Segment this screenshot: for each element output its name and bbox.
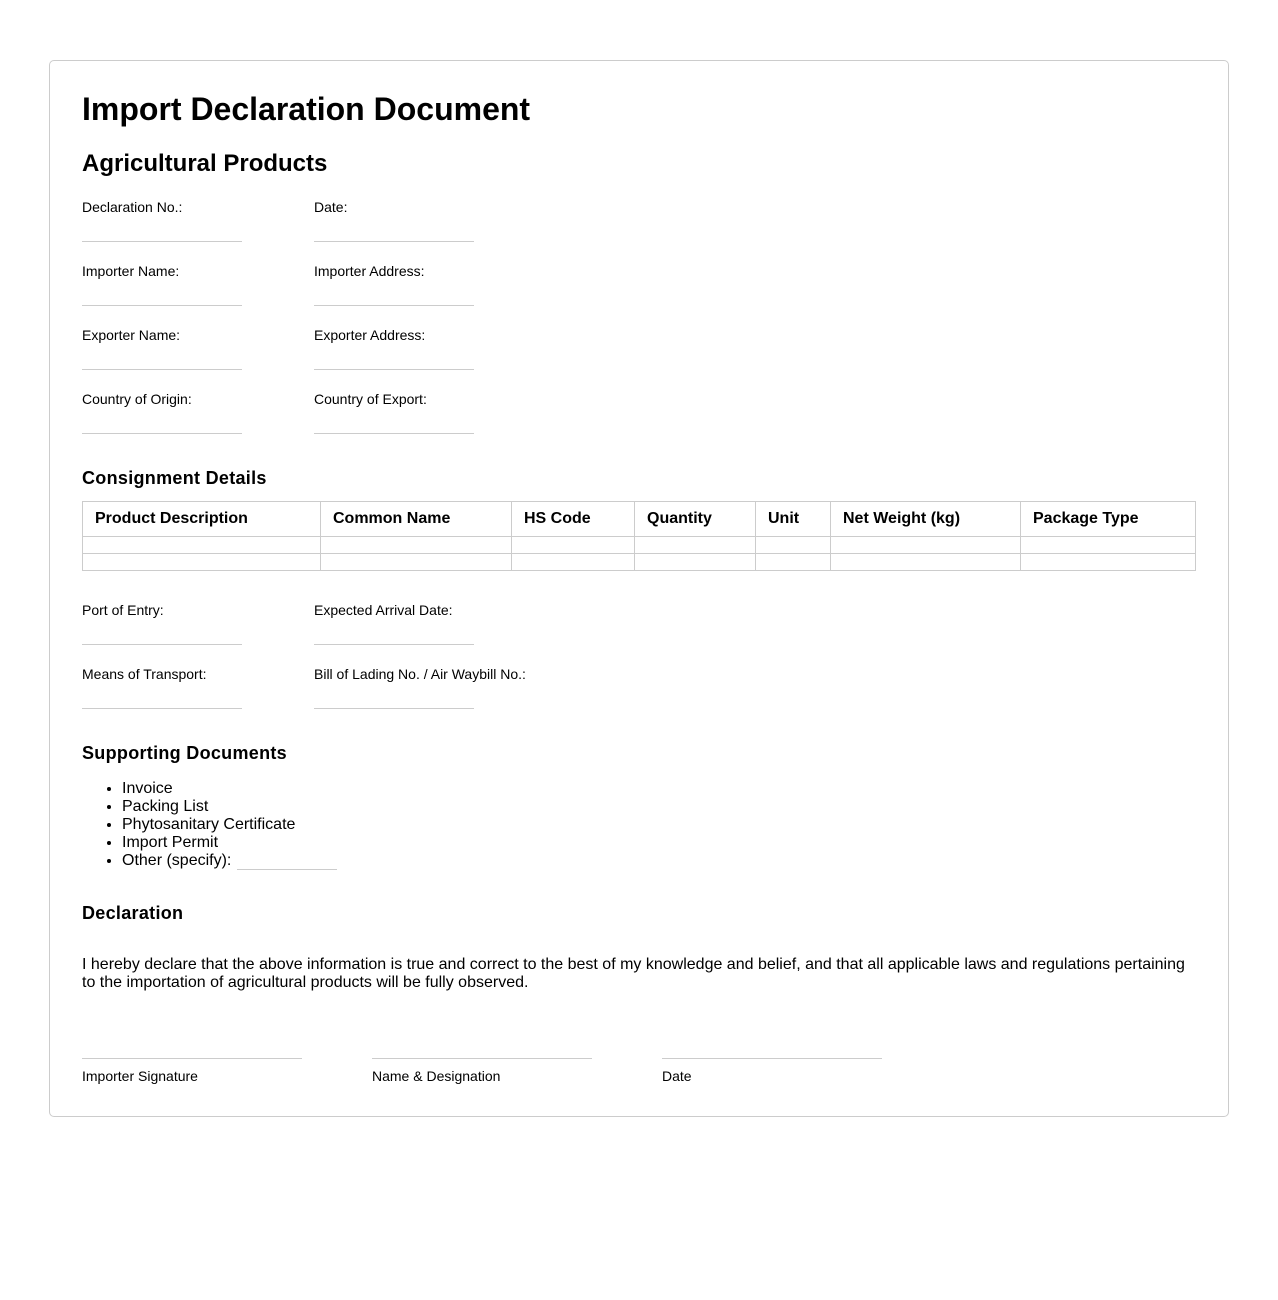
supporting-docs-list (82, 780, 337, 870)
country-origin-field[interactable] (82, 391, 242, 434)
consignment-table (82, 501, 1196, 571)
port-of-entry-field[interactable] (82, 602, 242, 645)
list-item: • Phytosanitary Certificate (122, 816, 337, 834)
column-header: Product Description (83, 502, 321, 537)
signature-label: Name & Designation (372, 1068, 501, 1084)
country-export-field[interactable] (314, 391, 474, 434)
signature-label: Date (662, 1068, 692, 1084)
table-cell[interactable] (756, 537, 831, 554)
list-item (122, 852, 337, 870)
field-label: Country of Export: (314, 391, 427, 407)
field-label: Port of Entry: (82, 602, 164, 618)
column-header: HS Code (512, 502, 635, 537)
list-item: • Invoice (122, 780, 337, 798)
name-designation-line[interactable] (372, 1058, 592, 1084)
consignment-heading: Consignment Details (82, 468, 267, 488)
field-label: Exporter Name: (82, 327, 181, 343)
column-header: Unit (756, 502, 831, 537)
table-cell[interactable] (1021, 554, 1196, 571)
declaration-heading: Declaration (82, 903, 184, 923)
arrival-date-field[interactable] (314, 602, 474, 645)
field-label: Importer Name: (82, 263, 180, 279)
bill-of-lading-field[interactable] (314, 666, 526, 709)
page-subtitle: Agricultural Products (82, 150, 328, 177)
importer-signature-line[interactable] (82, 1058, 302, 1084)
table-cell[interactable] (512, 537, 635, 554)
supporting-docs-heading: Supporting Documents (82, 743, 287, 763)
declaration-form (49, 60, 1229, 1117)
column-header: Common Name (321, 502, 512, 537)
page-title: Import Declaration Document (82, 91, 531, 127)
column-header: Net Weight (kg) (831, 502, 1021, 537)
table-row (83, 537, 1196, 554)
table-cell[interactable] (635, 537, 756, 554)
list-item: • Packing List (122, 798, 337, 816)
table-cell[interactable] (1021, 537, 1196, 554)
table-row (83, 554, 1196, 571)
importer-name-field[interactable] (82, 263, 242, 306)
field-label: Expected Arrival Date: (314, 602, 453, 618)
other-specify-input[interactable] (237, 853, 337, 870)
table-cell[interactable] (321, 537, 512, 554)
table-cell[interactable] (756, 554, 831, 571)
field-label: Means of Transport: (82, 666, 207, 682)
table-cell[interactable] (83, 554, 321, 571)
signature-date-line[interactable] (662, 1058, 882, 1084)
table-cell[interactable] (635, 554, 756, 571)
table-cell[interactable] (321, 554, 512, 571)
table-cell[interactable] (83, 537, 321, 554)
field-label: Declaration No.: (82, 199, 183, 215)
exporter-name-field[interactable] (82, 327, 242, 370)
column-header: Package Type (1021, 502, 1196, 537)
field-label: Date: (314, 199, 348, 215)
signature-label: Importer Signature (82, 1068, 198, 1084)
date-field[interactable] (314, 199, 474, 242)
field-label: Exporter Address: (314, 327, 426, 343)
declaration-text: I hereby declare that the above information is true and correct to the best of my knowledge and belief, and that all applicable laws and regulations pertaining to the importation of agricultural products will be fully observed. (82, 956, 1185, 991)
importer-address-field[interactable] (314, 263, 474, 306)
table-cell[interactable] (831, 554, 1021, 571)
table-header-row (83, 502, 1196, 537)
exporter-address-field[interactable] (314, 327, 474, 370)
field-label: Bill of Lading No. / Air Waybill No.: (314, 666, 526, 682)
table-cell[interactable] (831, 537, 1021, 554)
transport-field[interactable] (82, 666, 242, 709)
table-cell[interactable] (512, 554, 635, 571)
declaration-no-field[interactable] (82, 199, 242, 242)
other-label: Other (specify): (122, 852, 232, 869)
field-label: Importer Address: (314, 263, 425, 279)
field-label: Country of Origin: (82, 391, 192, 407)
list-item: • Import Permit (122, 834, 337, 852)
column-header: Quantity (635, 502, 756, 537)
